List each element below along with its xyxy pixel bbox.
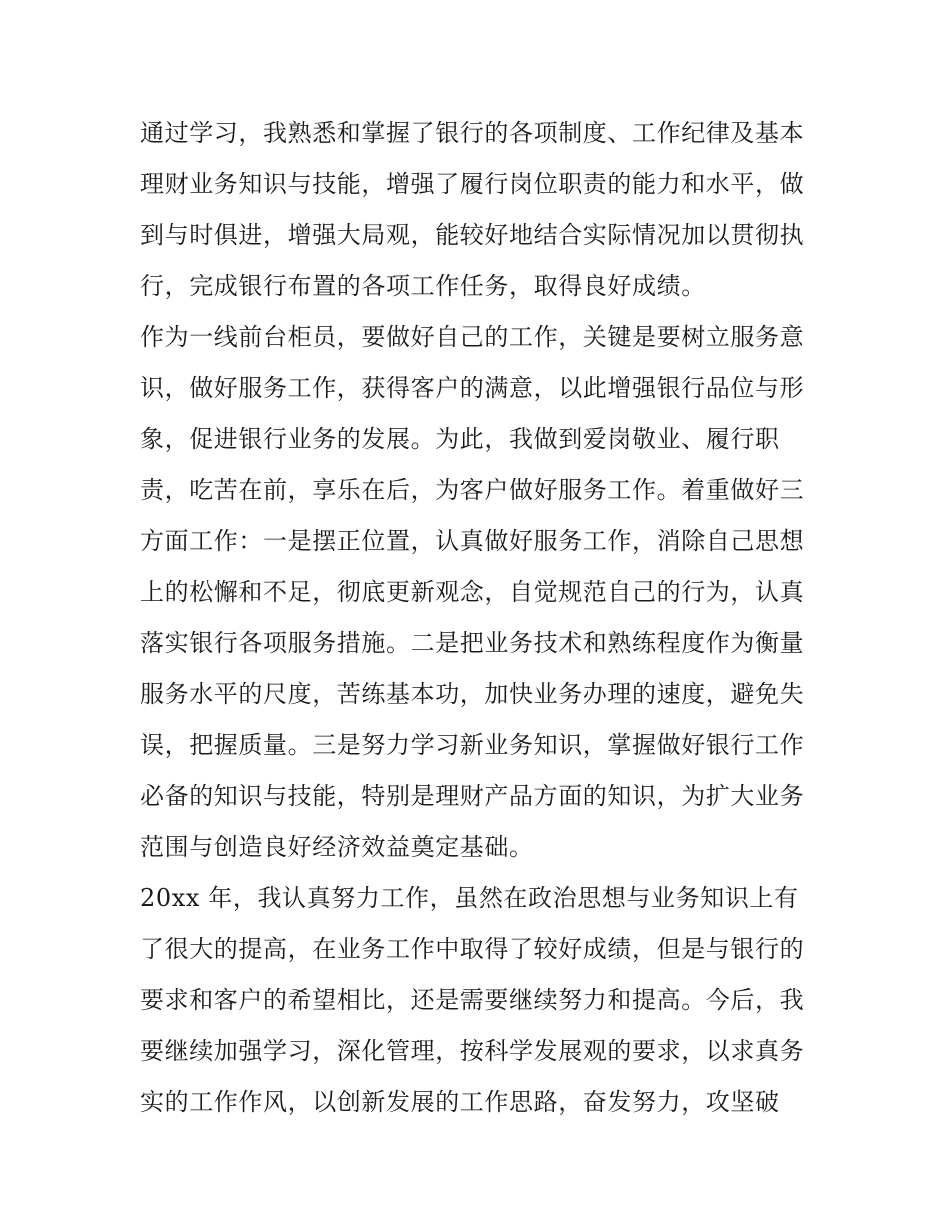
text-line: 识，做好服务工作，获得客户的满意，以此增强银行品位与形 bbox=[140, 374, 805, 402]
text-line: 上的松懈和不足，彻底更新观念，自觉规范自己的行为，认真 bbox=[140, 578, 805, 606]
text-line: 理财业务知识与技能，增强了履行岗位职责的能力和水平，做 bbox=[140, 170, 805, 198]
paragraph-2 bbox=[140, 312, 820, 873]
text-line: 误，把握质量。三是努力学习新业务知识，掌握做好银行工作 bbox=[140, 731, 805, 759]
document-body bbox=[140, 108, 820, 1128]
text-line: 要求和客户的希望相比，还是需要继续努力和提高。今后，我 bbox=[140, 986, 805, 1014]
text-line: 必备的知识与技能，特别是理财产品方面的知识，为扩大业务 bbox=[140, 782, 805, 810]
paragraph-1 bbox=[140, 108, 820, 312]
text-line: 服务水平的尺度，苦练基本功，加快业务办理的速度，避免失 bbox=[140, 680, 805, 708]
text-line: 行，完成银行布置的各项工作任务，取得良好成绩。 bbox=[140, 272, 706, 300]
text-line: 范围与创造良好经济效益奠定基础。 bbox=[140, 833, 534, 861]
text-line: 了很大的提高，在业务工作中取得了较好成绩，但是与银行的 bbox=[140, 935, 805, 963]
text-line: 到与时俱进，增强大局观，能较好地结合实际情况加以贯彻执 bbox=[140, 221, 805, 249]
paragraph-3 bbox=[140, 873, 820, 1128]
text-line: 作为一线前台柜员，要做好自己的工作，关键是要树立服务意 bbox=[140, 323, 805, 351]
text-line: 责，吃苦在前，享乐在后，为客户做好服务工作。着重做好三 bbox=[140, 476, 805, 504]
text-line: 要继续加强学习，深化管理，按科学发展观的要求，以求真务 bbox=[140, 1037, 805, 1065]
text-line: 方面工作：一是摆正位置，认真做好服务工作，消除自己思想 bbox=[140, 527, 805, 555]
text-line: 20xx 年，我认真努力工作，虽然在政治思想与业务知识上有 bbox=[140, 884, 799, 912]
text-line: 落实银行各项服务措施。二是把业务技术和熟练程度作为衡量 bbox=[140, 629, 805, 657]
text-line: 通过学习，我熟悉和掌握了银行的各项制度、工作纪律及基本 bbox=[140, 119, 805, 147]
text-line: 实的工作作风，以创新发展的工作思路，奋发努力，攻坚破 bbox=[140, 1088, 780, 1116]
text-line: 象，促进银行业务的发展。为此，我做到爱岗敬业、履行职 bbox=[140, 425, 780, 453]
